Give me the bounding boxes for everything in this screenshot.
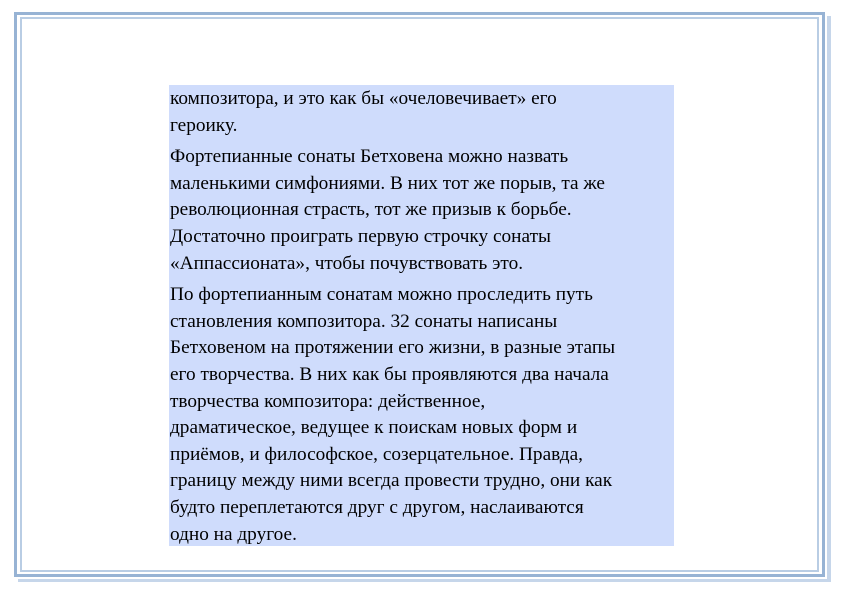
- frame-shadow-right: [827, 16, 831, 581]
- text-line: драматическое, ведущее к поискам новых форм и: [170, 417, 578, 439]
- text-line: творчества композитора: действенное,: [170, 390, 486, 412]
- text-block: [169, 85, 674, 546]
- text-line: Фортепианные сонаты Бетховена можно назвать: [170, 146, 569, 168]
- paragraph-3: [170, 282, 674, 548]
- text-line: композитора, и это как бы «очеловечивает» его: [170, 88, 557, 109]
- text-line: «Аппассионата», чтобы почувствовать это.: [170, 252, 524, 274]
- frame-shadow-bottom: [18, 579, 831, 582]
- text-line: будто переплетаются друг с другом, наслаиваются: [170, 496, 584, 518]
- text-line: становления композитора. 32 сонаты написаны: [170, 310, 558, 332]
- text-line: революционная страсть, тот же призыв к борьбе.: [170, 199, 572, 221]
- text-line: героику.: [170, 114, 238, 136]
- paragraph-1: [170, 86, 674, 139]
- text-line: Достаточно проиграть первую строчку сонаты: [170, 225, 551, 247]
- text-line: Бетховеном на протяжении его жизни, в разные этапы: [170, 337, 616, 359]
- text-line: приёмов, и философское, созерцательное. Правда,: [170, 443, 583, 465]
- text-line: одно на другое.: [170, 523, 297, 545]
- paragraph-2: [170, 144, 674, 277]
- text-line: границу между ними всегда провести трудно, они как: [170, 470, 613, 492]
- text-line: По фортепианным сонатам можно проследить путь: [170, 284, 593, 306]
- text-line: его творчества. В них как бы проявляются два начала: [170, 363, 609, 385]
- text-line: маленькими симфониями. В них тот же порыв, та же: [170, 172, 605, 194]
